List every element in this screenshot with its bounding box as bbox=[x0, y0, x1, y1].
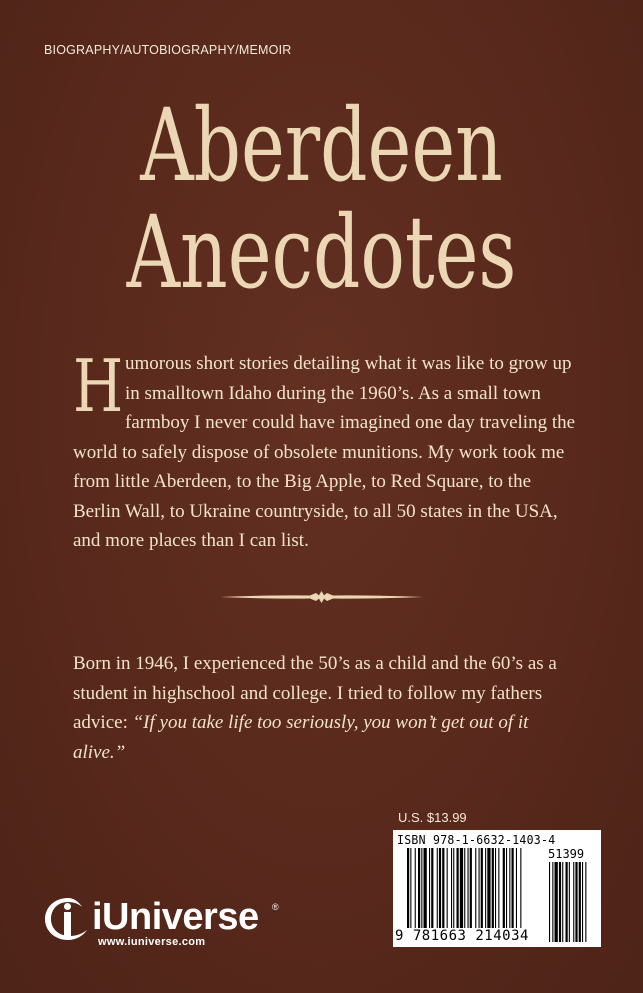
publisher-logo bbox=[42, 894, 292, 954]
bio-quote: “If you take life too seriously, you won’t get out of it alive.” bbox=[73, 712, 529, 763]
blurb-text: umorous short stories detailing what it was like to grow up in smalltown Idaho during the 1960’s. As a small town farmboy I never could have imagined one day traveling the world to safely dispose of obsolete munitions. My work took me from little Aberdeen, to the Big Apple, to Red Square, to the Berlin Wall, to Ukraine countryside, to all 50 states in the USA, and more places than I can list. bbox=[73, 353, 576, 551]
isbn-barcode bbox=[393, 830, 601, 947]
price-label: U.S. $13.99 bbox=[398, 810, 467, 825]
isbn-number: ISBN 978-1-6632-1403-4 bbox=[397, 832, 556, 847]
ornamental-divider bbox=[220, 590, 423, 604]
price-addon-digits: 51399 bbox=[548, 847, 585, 861]
ean-digits: 9 781663 214034 bbox=[395, 928, 529, 944]
iuniverse-swirl-icon bbox=[42, 894, 94, 944]
registered-mark: ® bbox=[272, 902, 279, 912]
title-line-1: Aberdeen bbox=[140, 87, 503, 204]
title-line-2: Anecdotes bbox=[126, 194, 517, 311]
author-bio bbox=[73, 649, 583, 767]
drop-cap: H bbox=[73, 344, 124, 428]
genre-label: BIOGRAPHY/AUTOBIOGRAPHY/MEMOIR bbox=[44, 43, 292, 57]
bio-text: Born in 1946, I experienced the 50’s as a child and the 60’s as a student in highschool and college. I tried to follow my fathers advice: bbox=[73, 653, 557, 733]
book-blurb bbox=[73, 344, 583, 556]
publisher-name: iUniverse bbox=[92, 896, 259, 938]
publisher-url: www.iuniverse.com bbox=[98, 936, 206, 948]
